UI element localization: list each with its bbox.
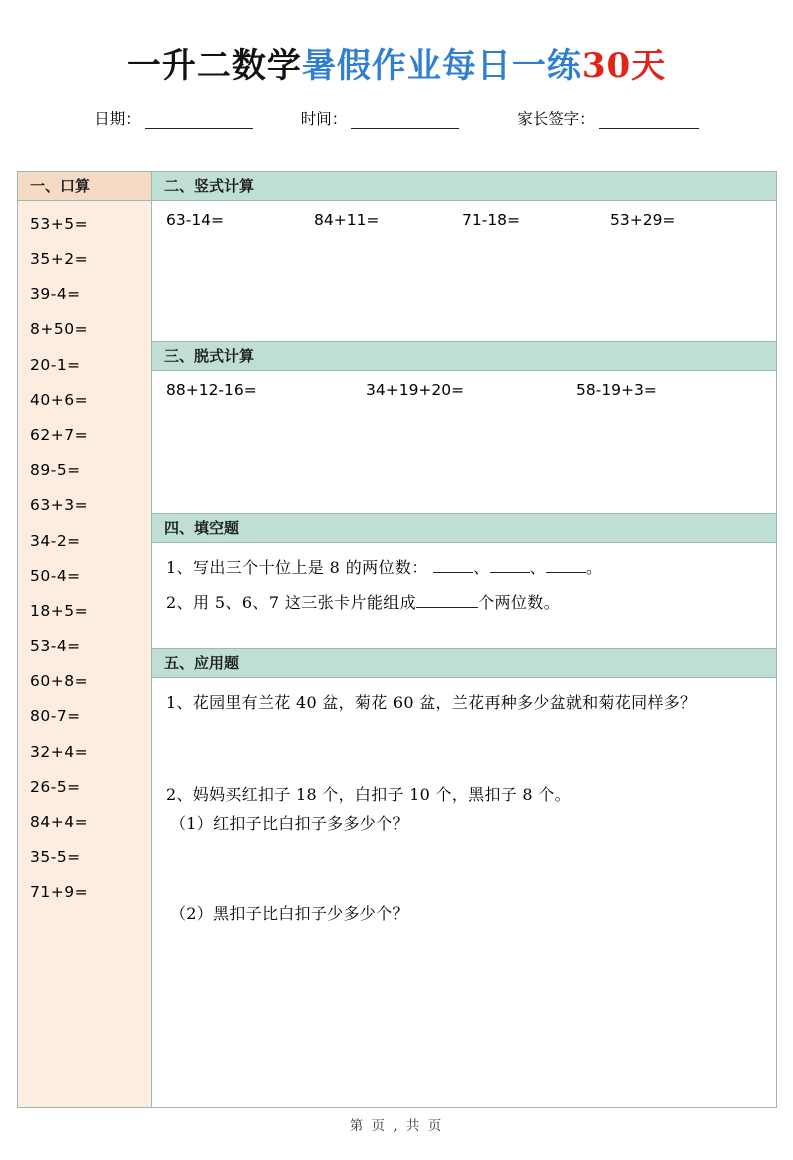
fill-in-blank-heading: 四、填空题 <box>152 514 776 543</box>
vertical-calculation-heading: 二、竖式计算 <box>152 172 776 201</box>
list-item: 53+5= <box>30 214 89 233</box>
list-item: 26-5= <box>30 777 81 796</box>
word-problem-2: 2、妈妈买红扣子 18 个，白扣子 10 个，黑扣子 8 个。 <box>166 784 571 804</box>
oral-calculation-list <box>18 201 151 1107</box>
time-label: 时间： <box>300 111 348 128</box>
vertical-calculation-row <box>152 201 776 229</box>
list-item: 8+50= <box>30 320 89 339</box>
date-blank[interactable] <box>145 113 253 129</box>
list-item: 80-7= <box>30 707 81 726</box>
time-field[interactable] <box>301 107 460 129</box>
list-item: 35+2= <box>30 250 89 269</box>
page-footer: 第 页 , 共 页 <box>349 1118 444 1134</box>
exercise-column <box>152 172 776 1107</box>
fill-in-blank-section <box>152 514 776 649</box>
list-item: 35-5= <box>30 848 81 867</box>
fill-question-2-tail: 个两位数。 <box>478 593 561 612</box>
list-item: 34-2= <box>30 531 81 550</box>
answer-blank[interactable] <box>433 558 473 573</box>
problem: 88+12-16= <box>166 381 257 399</box>
page-title <box>0 38 793 87</box>
list-item: 63+3= <box>30 496 89 515</box>
list-item: 50-4= <box>30 566 81 585</box>
tuoshi-calculation-section <box>152 342 776 514</box>
worksheet-table <box>17 171 777 1108</box>
title-part-red: 30天 <box>581 46 667 86</box>
date-field[interactable] <box>94 107 253 129</box>
list-item: 89-5= <box>30 461 81 480</box>
problem: 58-19+3= <box>576 381 657 399</box>
problem: 53+29= <box>610 211 676 229</box>
separator: 、 <box>473 558 490 577</box>
period: 。 <box>586 558 603 577</box>
fill-question-1-text: 1、写出三个十位上是 8 的两位数： <box>166 558 428 577</box>
list-item: 53-4= <box>30 637 81 656</box>
word-problem-heading: 五、应用题 <box>152 649 776 678</box>
info-row <box>0 107 793 129</box>
time-blank[interactable] <box>351 113 459 129</box>
word-problem-2-part-2: （2）黑扣子比白扣子少多少个？ <box>170 904 409 924</box>
signature-label: 家长签字： <box>517 111 595 128</box>
date-label: 日期： <box>94 111 141 128</box>
problem: 63-14= <box>166 211 225 229</box>
problem: 84+11= <box>314 211 380 229</box>
list-item: 20-1= <box>30 355 81 374</box>
tuoshi-calculation-heading: 三、脱式计算 <box>152 342 776 371</box>
answer-blank[interactable] <box>416 593 478 608</box>
word-problem-2-part-1: （1）红扣子比白扣子多多少个？ <box>170 813 409 833</box>
answer-blank[interactable] <box>546 558 586 573</box>
problem: 34+19+20= <box>366 381 465 399</box>
tuoshi-calculation-row <box>152 371 776 399</box>
answer-space-2[interactable] <box>152 836 776 898</box>
list-item: 39-4= <box>30 285 81 304</box>
list-item: 40+6= <box>30 390 89 409</box>
list-item: 71+9= <box>30 883 89 902</box>
problem: 71-18= <box>462 211 521 229</box>
oral-calculation-heading: 一、口算 <box>18 172 151 201</box>
vertical-calculation-section <box>152 172 776 342</box>
title-part-black: 一升二数学 <box>126 46 302 86</box>
fill-question-2 <box>152 578 776 613</box>
answer-space-1[interactable] <box>152 716 776 770</box>
oral-calculation-column <box>18 172 152 1107</box>
list-item: 60+8= <box>30 672 89 691</box>
fill-question-2-text: 2、用 5、6、7 这三张卡片能组成 <box>166 593 417 612</box>
word-problem-1: 1、花园里有兰花 40 盆，菊花 60 盆，兰花再种多少盆就和菊花同样多？ <box>166 693 697 712</box>
worksheet-page <box>0 38 793 1160</box>
signature-field[interactable] <box>517 107 699 129</box>
title-part-blue: 暑假作业每日一练 <box>301 46 582 86</box>
signature-blank[interactable] <box>599 113 699 129</box>
list-item: 84+4= <box>30 813 89 832</box>
separator: 、 <box>529 558 547 577</box>
answer-blank[interactable] <box>490 558 530 573</box>
list-item: 18+5= <box>30 601 89 620</box>
word-problem-section <box>152 649 776 1107</box>
list-item: 32+4= <box>30 742 89 761</box>
list-item: 62+7= <box>30 425 89 444</box>
fill-question-1 <box>152 543 776 578</box>
